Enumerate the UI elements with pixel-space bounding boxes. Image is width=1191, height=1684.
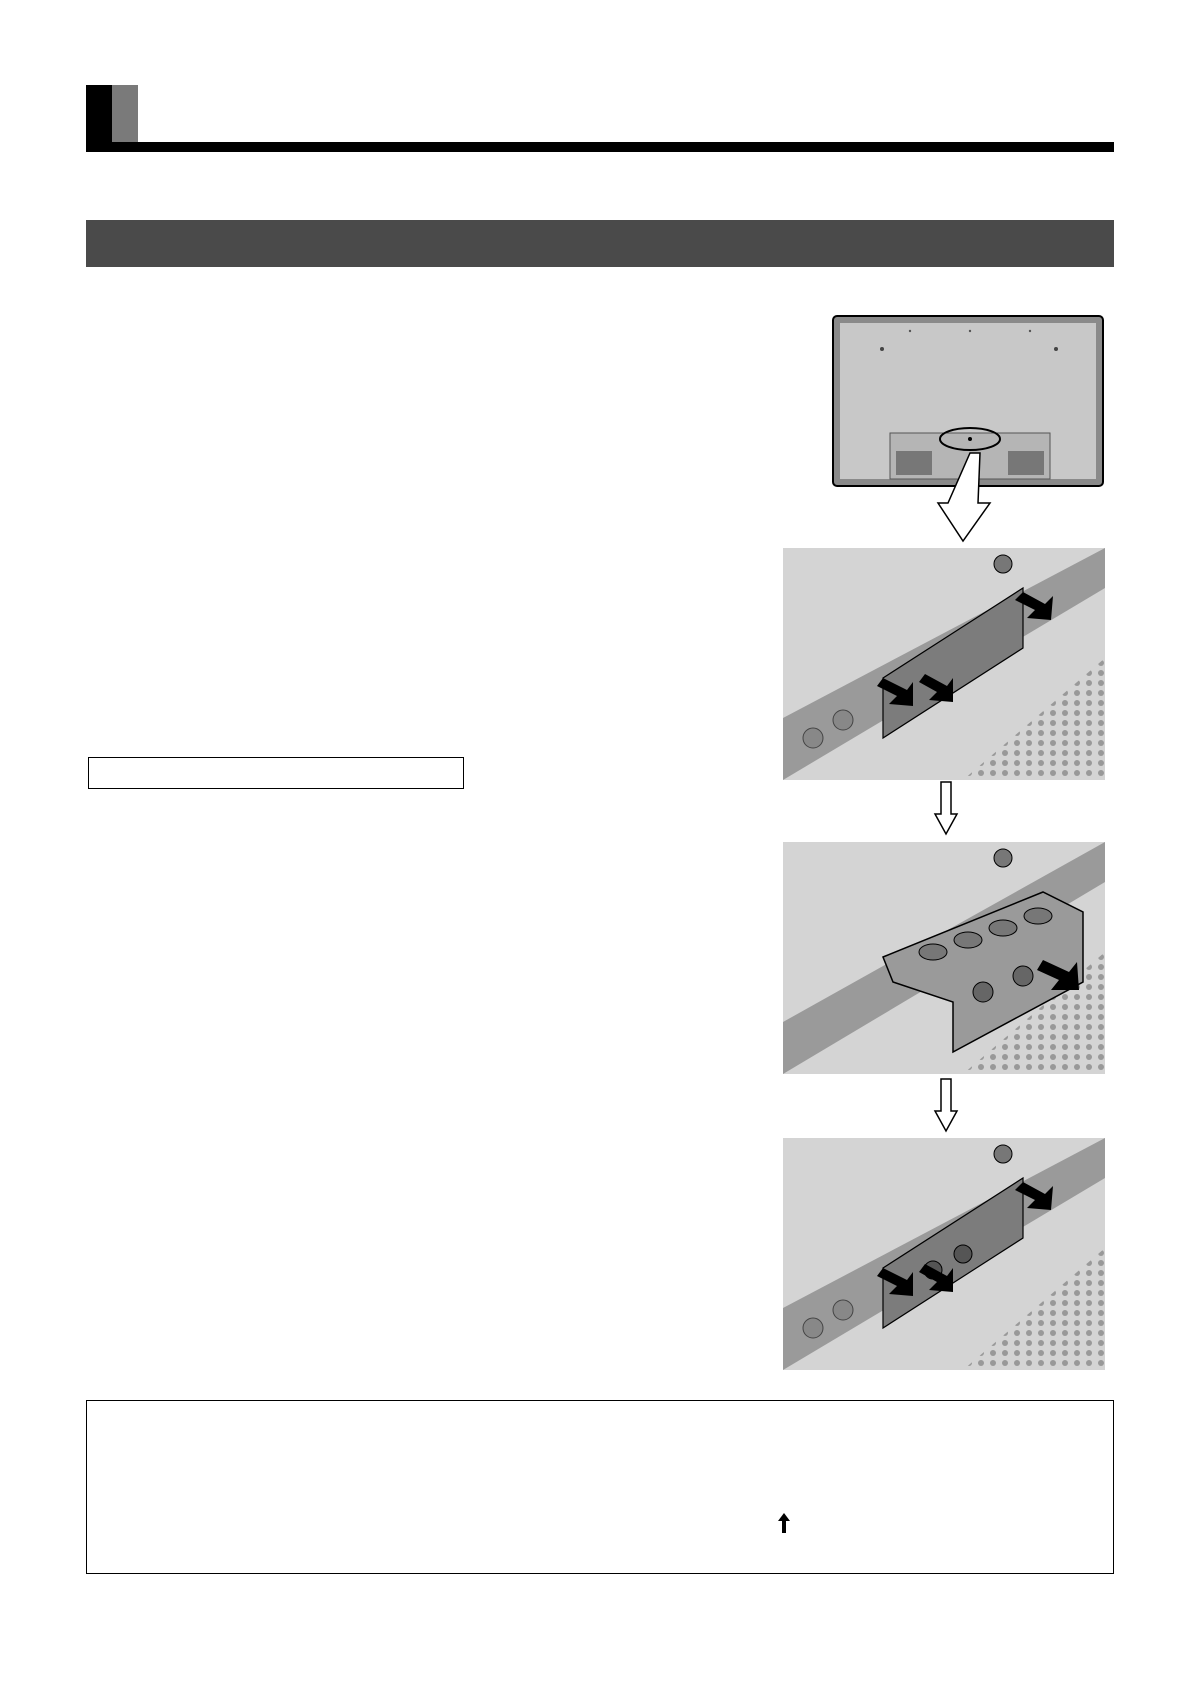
step-arrow-1 bbox=[933, 780, 959, 836]
step-arrow-2 bbox=[933, 1077, 959, 1133]
note-box bbox=[86, 1400, 1114, 1574]
section-header-bar bbox=[86, 220, 1114, 267]
remove-cover-illustration bbox=[783, 548, 1105, 780]
chapter-title-rule bbox=[86, 142, 1114, 152]
steps-label-box bbox=[88, 757, 464, 789]
display-rear-view-illustration bbox=[830, 313, 1110, 553]
insert-board-illustration bbox=[783, 842, 1113, 1074]
fasten-board-illustration bbox=[783, 1138, 1105, 1370]
chapter-marker-grey bbox=[112, 85, 138, 145]
up-arrow-icon bbox=[777, 1513, 791, 1533]
